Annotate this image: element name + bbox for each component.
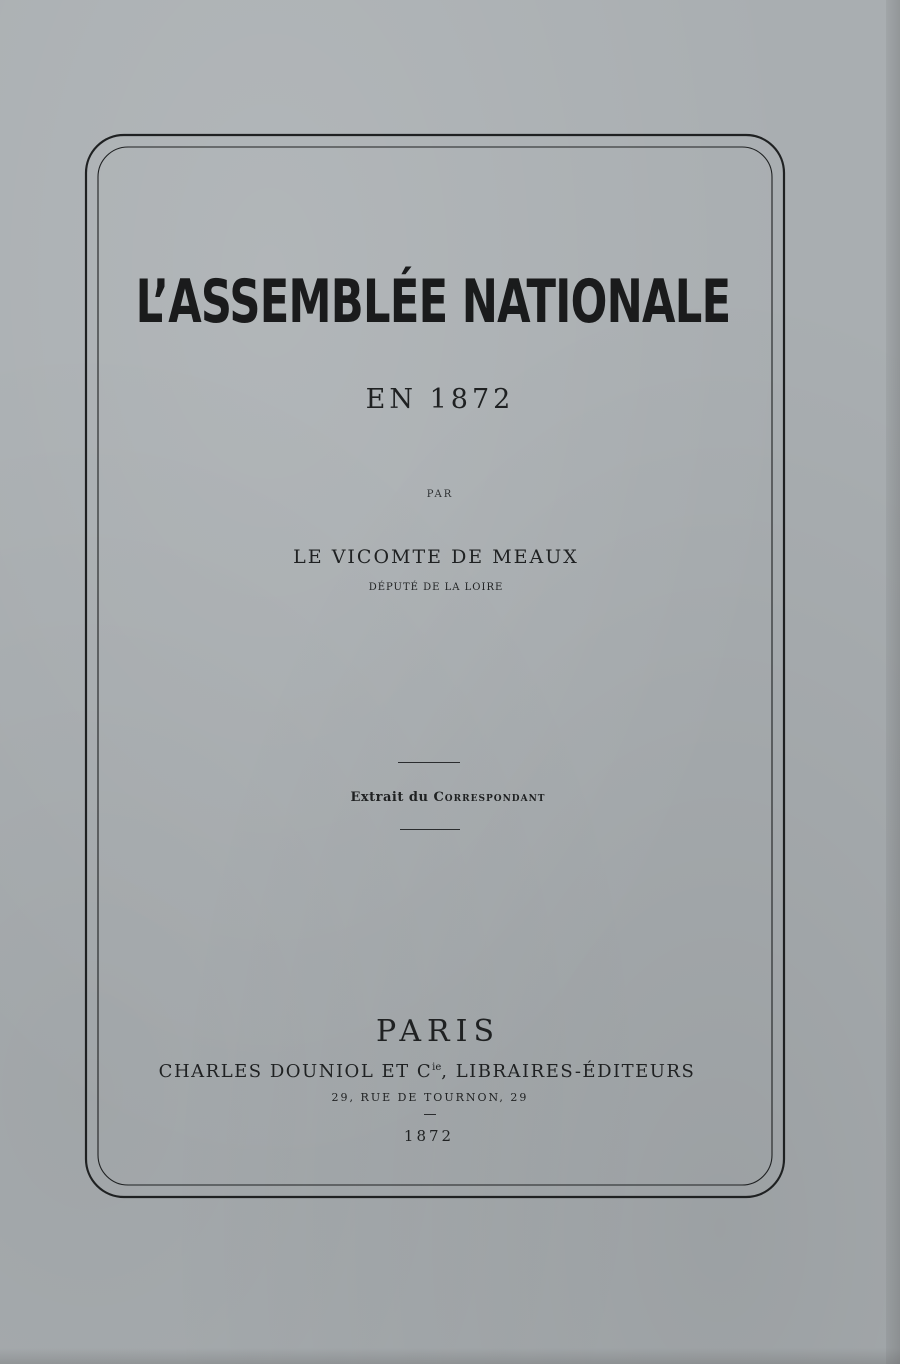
- author-name: LE VICOMTE DE MEAUX: [293, 546, 579, 568]
- divider-rule: [398, 762, 460, 763]
- extract-note: [0, 787, 898, 809]
- divider-rule: [400, 829, 460, 830]
- book-subtitle: EN 1872: [365, 384, 515, 415]
- by-label: PAR: [426, 489, 454, 500]
- publisher-name: CHARLES DOUNIOL ET C: [158, 1061, 433, 1082]
- publisher-role: , LIBRAIRES-ÉDITEURS: [441, 1061, 696, 1082]
- publication-year: 1872: [403, 1127, 455, 1145]
- publisher-address: 29, RUE DE TOURNON, 29: [331, 1091, 529, 1104]
- divider-rule: [424, 1114, 436, 1115]
- book-title: L’ASSEMBLÉE NATIONALE: [135, 267, 731, 337]
- publisher-superscript: ie: [432, 1062, 442, 1073]
- extract-prefix: Extrait du: [350, 790, 429, 805]
- author-title: DÉPUTÉ DE LA LOIRE: [368, 582, 504, 593]
- publisher-line: [0, 1054, 877, 1086]
- publication-city: PARIS: [375, 1014, 501, 1049]
- journal-name: Correspondant: [433, 790, 546, 805]
